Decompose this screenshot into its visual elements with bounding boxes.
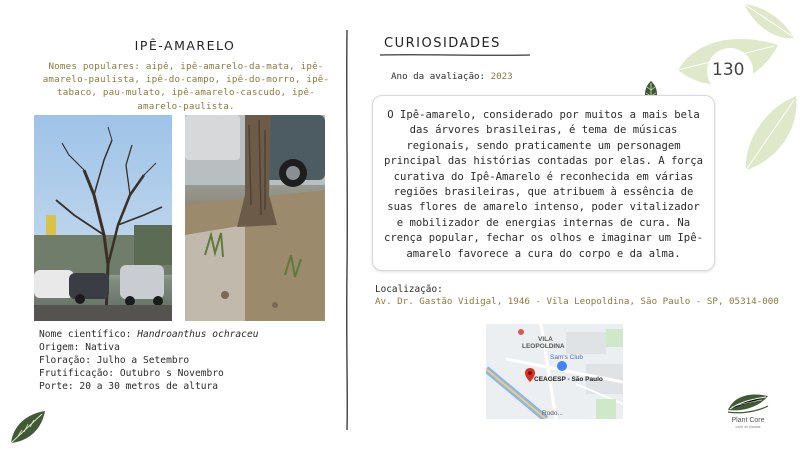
brand-logo-icon bbox=[726, 390, 770, 416]
map-poi-2: CEAGESP - São Paulo bbox=[534, 376, 603, 383]
origin: Origem: Nativa bbox=[39, 342, 120, 353]
scientific-name: Nome científico: Handroanthus ochraceu bbox=[39, 329, 259, 340]
evaluation-year-value: 2023 bbox=[490, 71, 513, 82]
popular-names: Nomes populares: aipê, ipê-amarelo-da-mata, ipê-amarelo-paulista, ipê-do-campo, ipê-do-morro, ipê-tabaco, pau-mulato, ipê-amarelo-cascudo, ipê-amarelo-paulista. bbox=[42, 61, 330, 112]
evaluation-year: Ano da avaliação: 2023 bbox=[391, 71, 513, 82]
trunk-photo bbox=[185, 115, 325, 321]
plant-title: IPÊ-AMARELO bbox=[134, 38, 236, 53]
map-poi-1: Sam's Club bbox=[550, 354, 584, 361]
size: Porte: 20 a 30 metros de altura bbox=[39, 381, 219, 392]
location-map[interactable] bbox=[486, 324, 623, 419]
fruiting: Frutificação: Outubro s Novembro bbox=[39, 368, 224, 379]
curiosities-card bbox=[372, 95, 715, 271]
curiosities-title: CURIOSIDADES bbox=[384, 36, 501, 51]
location-address: Av. Dr. Gastão Vidigal, 1946 - Vila Leopoldina, São Paulo - SP, 05314-000 bbox=[375, 296, 779, 307]
map-district-1: VILA bbox=[538, 336, 553, 343]
brand-name: Plant Core bbox=[731, 417, 765, 424]
decorative-leaves bbox=[666, 0, 800, 175]
curiosities-text: O Ipê-amarelo, considerado por muitos a mais bela das árvores brasileiras, é tema de músicas regionais, sendo praticamente um personagem principal das histórias contadas por elas. A força curativa do Ipê-Amarelo é reconhecida em várias regiões brasileiras, que atribuem à essência de suas flores de amarelo intenso, poder vitalizador e mobilizador de energias internas de cura. Na crença popular, fechar os olhos e imaginar um Ipê-amarelo favorece a cura do corpo e da alma. bbox=[384, 109, 703, 260]
title-underline bbox=[380, 52, 530, 58]
map-district-2: LEOPOLDINA bbox=[522, 343, 565, 350]
map-road: Rodo... bbox=[542, 410, 563, 417]
location-label: Localização: bbox=[375, 284, 443, 295]
brand-tagline: corte de plantas bbox=[735, 425, 761, 429]
plant-info bbox=[39, 328, 259, 393]
divider-line bbox=[344, 30, 350, 430]
tree-photo bbox=[34, 115, 172, 321]
page-number: 130 bbox=[712, 60, 745, 80]
scientific-name-value: Handroanthus ochraceu bbox=[137, 329, 259, 340]
flowering: Floração: Julho a Setembro bbox=[39, 355, 190, 366]
leaf-icon bbox=[8, 408, 48, 446]
